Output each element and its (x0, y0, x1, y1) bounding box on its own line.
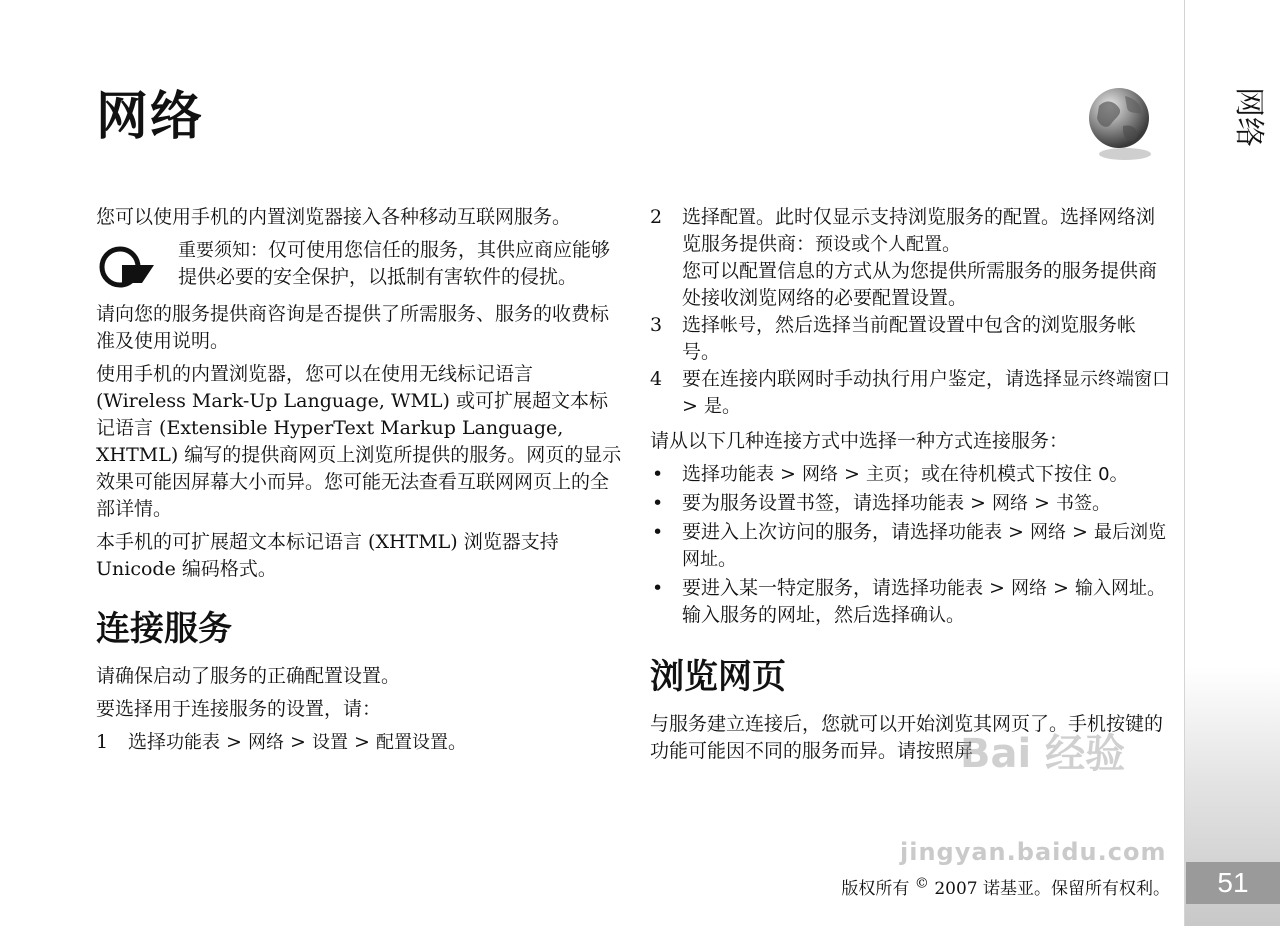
item-text: 。输入服务的网址，然后选择 (682, 577, 1167, 626)
step-2 (650, 204, 1170, 312)
list-item (650, 461, 1170, 488)
separator: > (1047, 577, 1076, 599)
step-text: 选择 (682, 206, 721, 228)
separator: > (983, 577, 1012, 599)
paragraph: 本手机的可扩展超文本标记语言 (XHTML) 浏览器支持 Unicode 编码格式。 (96, 531, 559, 580)
bullet-icon: • (652, 463, 664, 485)
separator: > (774, 463, 803, 485)
menu-path: 功能表 (166, 732, 221, 753)
menu-path: 最后浏览网址 (682, 522, 1167, 570)
menu-path: 网络 (992, 493, 1029, 514)
separator: > (682, 395, 704, 417)
separator: > (1028, 492, 1057, 514)
menu-path: 个人配置 (870, 234, 943, 255)
side-tab (1184, 0, 1280, 926)
step-number: 1 (96, 731, 109, 753)
copyright-symbol: © (914, 875, 929, 892)
menu-path: 预设 (815, 234, 852, 255)
step-1 (96, 729, 624, 756)
menu-path: 配置 (720, 207, 757, 228)
step-text: 。 (942, 233, 962, 255)
step-number: 4 (650, 368, 663, 390)
bullet-icon: • (652, 577, 664, 599)
paragraph: 请从以下几种连接方式中选择一种方式连接服务： (650, 430, 1069, 452)
step-text: 选择 (682, 314, 721, 336)
copyright-footer (841, 874, 1170, 899)
watermark-url: jingyan.baidu.com (900, 838, 1167, 866)
menu-path: 设置 (312, 732, 349, 753)
paragraph: 请向您的服务提供商咨询是否提供了所需服务、服务的收费标准及使用说明。 (96, 303, 610, 352)
menu-path: 网络 (1030, 522, 1067, 543)
paragraph: 请确保启动了服务的正确配置设置。 (96, 665, 401, 687)
step-number: 2 (650, 206, 663, 228)
separator: > (1066, 521, 1095, 543)
menu-path: 输入网址 (1075, 578, 1148, 599)
menu-path: 功能表 (720, 464, 775, 485)
right-column (650, 204, 1170, 771)
step-text: 。 (448, 731, 468, 753)
item-text: 要为服务设置书签，请选择 (682, 492, 911, 514)
bullet-icon: • (652, 521, 664, 543)
paragraph: 与服务建立连接后，您就可以开始浏览其网页了。手机按键的功能可能因不同的服务而异。请按照屏 (650, 713, 1164, 762)
list-item (650, 575, 1170, 629)
menu-path: 功能表 (910, 493, 965, 514)
page-number: 51 (1186, 862, 1280, 904)
step-text: 。此时仅显示支持浏览服务的配置。选择网络浏览服务提供商： (682, 206, 1156, 255)
bullet-icon: • (652, 492, 664, 514)
important-note-icon (98, 243, 158, 293)
item-text: 要进入上次访问的服务，请选择 (682, 521, 949, 543)
menu-path: 功能表 (929, 578, 984, 599)
section-heading-browse: 浏览网页 (650, 657, 786, 697)
note-text: 仅可使用您信任的服务，其供应商应能够提供必要的安全保护，以抵制有害软件的侵扰。 (178, 239, 611, 288)
item-text: 选择 (682, 463, 721, 485)
list-item (650, 519, 1170, 573)
menu-path: 主页 (866, 464, 903, 485)
item-text: 。 (1092, 492, 1112, 514)
left-column (96, 204, 624, 756)
menu-path: 帐号 (720, 315, 757, 336)
step-extra: 您可以配置信息的方式从为您提供所需服务的服务提供商处接收浏览网络的必要配置设置。 (682, 260, 1158, 309)
item-text: 。 (1109, 463, 1129, 485)
item-text: ；或在待机模式下按住 (902, 463, 1099, 485)
step-3 (650, 312, 1170, 366)
footer-text: 版权所有 (841, 879, 915, 899)
watermark-logo: Bai 经验 (960, 731, 1126, 777)
step-text: 。 (721, 395, 741, 417)
important-note (96, 237, 624, 291)
globe-icon (1085, 84, 1153, 164)
item-text: 要进入某一特定服务，请选择 (682, 577, 930, 599)
step-text: 要在连接内联网时手动执行用户鉴定，请选择 (682, 368, 1063, 390)
separator: > (838, 463, 867, 485)
page-title: 网络 (96, 87, 205, 147)
menu-path: 显示终端窗口 (1062, 369, 1171, 390)
item-text: 。 (946, 604, 966, 626)
menu-path: 网络 (248, 732, 285, 753)
paragraph: 使用手机的内置浏览器，您可以在使用无线标记语言 (Wireless Mark-Up Language, WML) 或可扩展超文本标记语言 (Extensible HyperText Markup Language, XHTML) 编写的提供商网页上浏览所提供的服务。网页的显示效果可能因屏幕大小而异。您可能无法查看互联网网页上的全部详情。 (96, 363, 622, 520)
menu-path: 配置设置 (376, 732, 449, 753)
separator: > (1002, 521, 1031, 543)
step-number: 3 (650, 314, 663, 336)
list-item (650, 490, 1170, 517)
menu-path: 确认 (910, 605, 947, 626)
step-text: 或 (851, 233, 871, 255)
separator: > (220, 731, 249, 753)
menu-path: 书签 (1056, 493, 1093, 514)
item-text: 。 (718, 548, 738, 570)
menu-path: 网络 (802, 464, 839, 485)
separator: > (964, 492, 993, 514)
key-name: 0 (1098, 464, 1110, 485)
step-text: ，然后选择当前配置设置中包含的浏览服务帐号。 (682, 314, 1137, 363)
menu-path: 是 (703, 396, 722, 417)
separator: > (284, 731, 313, 753)
note-label: 重要须知： (178, 240, 268, 261)
footer-text: 2007 诺基亚。保留所有权利。 (928, 879, 1170, 899)
intro-paragraph: 您可以使用手机的内置浏览器接入各种移动互联网服务。 (96, 206, 572, 228)
step-4 (650, 366, 1170, 420)
separator: > (348, 731, 377, 753)
side-tab-label: 网络 (1231, 87, 1266, 147)
menu-path: 功能表 (948, 522, 1003, 543)
paragraph: 要选择用于连接服务的设置，请： (96, 698, 382, 720)
menu-path: 网络 (1011, 578, 1048, 599)
step-text: 选择 (128, 731, 167, 753)
section-heading-connect: 连接服务 (96, 609, 232, 649)
